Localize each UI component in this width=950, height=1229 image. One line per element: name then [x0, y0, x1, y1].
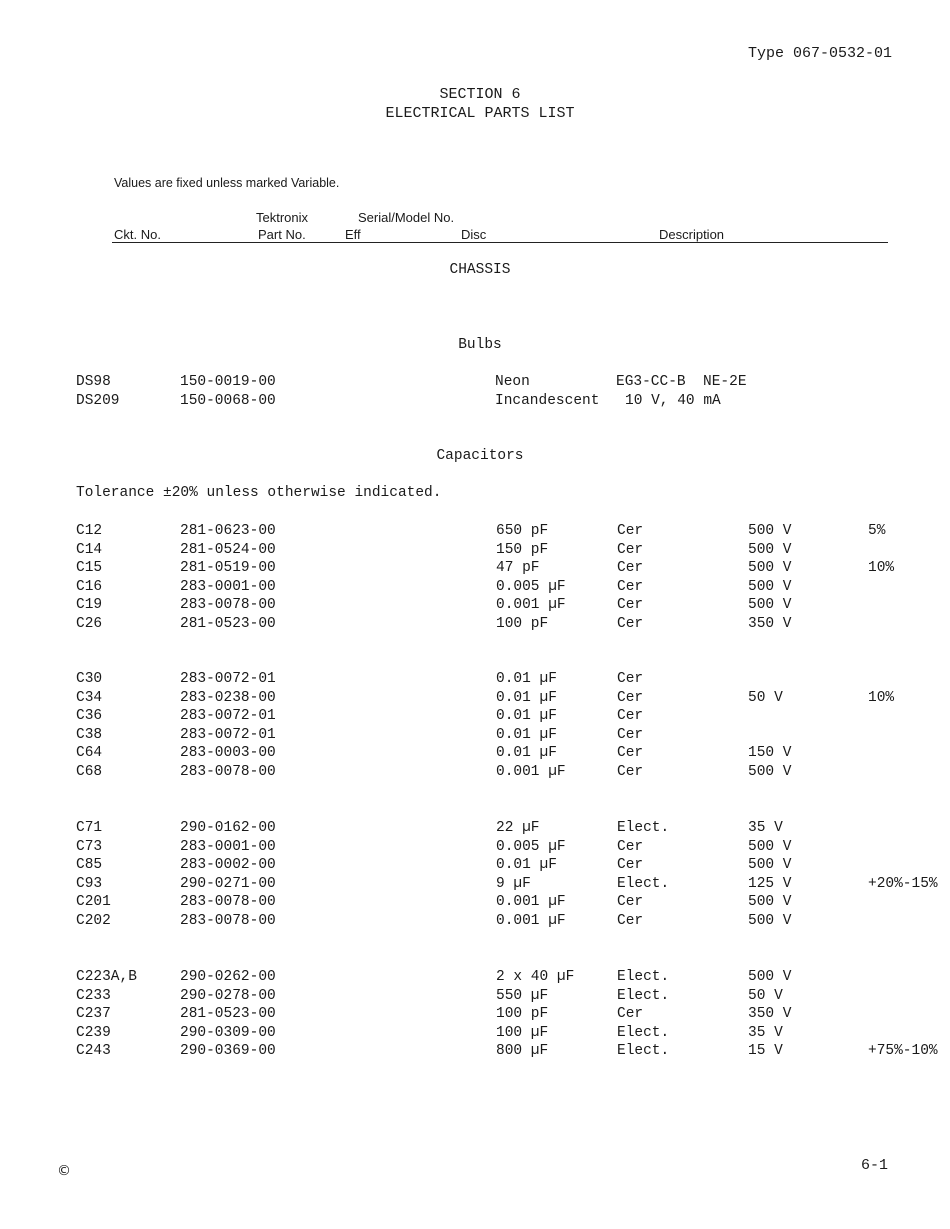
ckt-number: C68: [76, 764, 103, 780]
dielectric-type: Cer: [617, 894, 644, 911]
part-number: 283-0002-00: [180, 857, 276, 874]
dielectric-type: Cer: [617, 541, 644, 558]
capacitance-value: 0.01 µF: [496, 857, 557, 874]
table-row: [0, 1026, 950, 1044]
dielectric-type: Cer: [617, 616, 644, 632]
table-row: [0, 709, 950, 727]
part-number: 281-0519-00: [180, 560, 276, 577]
dielectric-type: Cer: [617, 1006, 644, 1023]
dielectric-type: Cer: [617, 578, 644, 595]
ckt-number: C85: [76, 857, 103, 874]
part-number: 290-0262-00: [180, 969, 276, 985]
capacitance-value: 47 pF: [496, 560, 540, 577]
dielectric-type: Elect.: [617, 1024, 670, 1041]
values-note: Values are fixed unless marked Variable.: [114, 176, 340, 190]
table-row: [0, 1044, 950, 1062]
page-number: 6-1: [861, 1157, 889, 1174]
voltage-rating: 350 V: [748, 1006, 792, 1023]
dielectric-type: Cer: [617, 671, 644, 687]
capacitance-value: 0.01 µF: [496, 689, 557, 706]
header-part-no: Part No.: [258, 227, 306, 242]
part-number: 150-0019-00: [180, 374, 276, 390]
ckt-number: C243: [76, 1043, 111, 1060]
voltage-rating: 500 V: [748, 838, 792, 855]
dielectric-type: Elect.: [617, 875, 670, 892]
capacitance-value: 0.01 µF: [496, 745, 557, 762]
ckt-number: C239: [76, 1024, 111, 1041]
dielectric-type: Elect.: [617, 820, 670, 836]
dielectric-type: Cer: [617, 726, 644, 743]
document-type-number: Type 067-0532-01: [747, 45, 892, 62]
voltage-rating: 500 V: [748, 969, 792, 985]
section-number: SECTION 6: [439, 86, 521, 103]
capacitance-value: 0.001 µF: [496, 597, 566, 614]
voltage-rating: 150 V: [748, 745, 792, 762]
ckt-number: C233: [76, 987, 111, 1004]
header-disc: Disc: [461, 227, 487, 242]
capacitance-value: 150 pF: [496, 541, 549, 558]
voltage-rating: 15 V: [748, 1043, 783, 1060]
part-number: 281-0523-00: [180, 1006, 276, 1023]
table-row: [0, 728, 950, 746]
table-row: [0, 561, 950, 579]
capacitors-heading: Capacitors: [436, 448, 524, 464]
ckt-number: C19: [76, 597, 103, 614]
dielectric-type: Cer: [617, 523, 644, 539]
capacitance-value: 0.001 µF: [496, 913, 566, 929]
capacitance-value: 0.005 µF: [496, 578, 566, 595]
capacitance-value: 2 x 40 µF: [496, 969, 575, 985]
ckt-number: C202: [76, 913, 111, 929]
ckt-number: C223A,B: [76, 969, 137, 985]
voltage-rating: 500 V: [748, 523, 792, 539]
capacitance-value: 800 µF: [496, 1043, 549, 1060]
ckt-number: C26: [76, 616, 103, 632]
ckt-number: C16: [76, 578, 103, 595]
header-ckt-no: Ckt. No.: [114, 227, 161, 242]
table-row: [0, 580, 950, 598]
header-eff: Eff: [345, 227, 361, 242]
part-number: 283-0078-00: [180, 913, 276, 929]
part-number: 150-0068-00: [180, 393, 276, 409]
ckt-number: C12: [76, 523, 103, 539]
table-row: [0, 1007, 950, 1025]
voltage-rating: 500 V: [748, 857, 792, 874]
dielectric-type: Cer: [617, 597, 644, 614]
part-number: 283-0001-00: [180, 838, 276, 855]
part-number: 290-0369-00: [180, 1043, 276, 1060]
voltage-rating: 50 V: [748, 689, 783, 706]
voltage-rating: 35 V: [748, 1024, 783, 1041]
table-row: [0, 989, 950, 1007]
part-number: 283-0238-00: [180, 689, 276, 706]
voltage-rating: 500 V: [748, 578, 792, 595]
part-number: 283-0001-00: [180, 578, 276, 595]
capacitance-value: 100 pF: [496, 1006, 549, 1023]
table-row: [0, 746, 950, 764]
ckt-number: DS209: [76, 393, 120, 409]
capacitance-value: 0.01 µF: [496, 708, 557, 725]
table-row: [0, 672, 950, 690]
capacitance-value: 550 µF: [496, 987, 549, 1004]
dielectric-type: Cer: [617, 560, 644, 577]
ckt-number: C38: [76, 726, 103, 743]
table-row: [0, 598, 950, 616]
table-row: [0, 914, 950, 932]
table-row: [0, 821, 950, 839]
chassis-heading: CHASSIS: [449, 262, 511, 278]
table-row: [0, 617, 950, 635]
part-number: 283-0072-01: [180, 726, 276, 743]
ckt-number: C73: [76, 838, 103, 855]
dielectric-type: Cer: [617, 689, 644, 706]
part-number: 281-0623-00: [180, 523, 276, 539]
capacitance-value: 0.001 µF: [496, 764, 566, 780]
tolerance-value: 10%: [868, 560, 895, 577]
table-row: [0, 840, 950, 858]
table-row: [0, 394, 950, 412]
header-tektronix: Tektronix: [256, 210, 309, 225]
table-row: [0, 877, 950, 895]
capacitance-value: 0.01 µF: [496, 726, 557, 743]
ckt-number: C64: [76, 745, 103, 762]
ckt-number: C237: [76, 1006, 111, 1023]
capacitance-value: 100 µF: [496, 1024, 549, 1041]
description: Incandescent: [495, 393, 600, 409]
specification: EG3-CC-B NE-2E: [616, 374, 747, 390]
ckt-number: C15: [76, 560, 103, 577]
dielectric-type: Cer: [617, 764, 644, 780]
table-row: [0, 858, 950, 876]
ckt-number: C201: [76, 894, 111, 911]
dielectric-type: Cer: [617, 838, 644, 855]
voltage-rating: 125 V: [748, 875, 792, 892]
capacitance-value: 0.005 µF: [496, 838, 566, 855]
voltage-rating: 50 V: [748, 987, 783, 1004]
voltage-rating: 500 V: [748, 894, 792, 911]
dielectric-type: Cer: [617, 708, 644, 725]
tolerance-value: 5%: [868, 523, 886, 539]
part-number: 281-0523-00: [180, 616, 276, 632]
voltage-rating: 500 V: [748, 541, 792, 558]
part-number: 283-0003-00: [180, 745, 276, 762]
voltage-rating: 35 V: [748, 820, 783, 836]
voltage-rating: 500 V: [748, 560, 792, 577]
capacitance-value: 22 µF: [496, 820, 540, 836]
page-title: ELECTRICAL PARTS LIST: [385, 105, 575, 122]
tolerance-value: 10%: [868, 689, 895, 706]
voltage-rating: 350 V: [748, 616, 792, 632]
table-row: [0, 970, 950, 988]
dielectric-type: Cer: [617, 745, 644, 762]
description: Neon: [495, 374, 530, 390]
ckt-number: C36: [76, 708, 103, 725]
part-number: 290-0162-00: [180, 820, 276, 836]
voltage-rating: 500 V: [748, 597, 792, 614]
ckt-number: C93: [76, 875, 103, 892]
part-number: 283-0072-01: [180, 671, 276, 687]
ckt-number: DS98: [76, 374, 111, 390]
ckt-number: C71: [76, 820, 103, 836]
ckt-number: C34: [76, 689, 103, 706]
bulbs-heading: Bulbs: [458, 337, 502, 353]
table-row: [0, 524, 950, 542]
table-row: [0, 375, 950, 393]
copyright-symbol: ©: [57, 1163, 71, 1179]
part-number: 290-0271-00: [180, 875, 276, 892]
voltage-rating: 500 V: [748, 764, 792, 780]
tolerance-value: +75%-10%: [868, 1043, 938, 1060]
header-serial-model: Serial/Model No.: [358, 210, 455, 225]
part-number: 290-0309-00: [180, 1024, 276, 1041]
capacitance-value: 0.01 µF: [496, 671, 557, 687]
ckt-number: C30: [76, 671, 103, 687]
dielectric-type: Elect.: [617, 1043, 670, 1060]
dielectric-type: Cer: [617, 913, 644, 929]
specification: 10 V, 40 mA: [625, 393, 721, 409]
capacitance-value: 100 pF: [496, 616, 549, 632]
capacitance-value: 0.001 µF: [496, 894, 566, 911]
capacitance-value: 650 pF: [496, 523, 549, 539]
ckt-number: C14: [76, 541, 103, 558]
part-number: 283-0078-00: [180, 597, 276, 614]
voltage-rating: 500 V: [748, 913, 792, 929]
capacitance-value: 9 µF: [496, 875, 531, 892]
dielectric-type: Elect.: [617, 987, 670, 1004]
part-number: 283-0072-01: [180, 708, 276, 725]
table-row: [0, 691, 950, 709]
dielectric-type: Elect.: [617, 969, 670, 985]
table-row: [0, 765, 950, 783]
part-number: 281-0524-00: [180, 541, 276, 558]
tolerance-value: +20%-15%: [868, 875, 938, 892]
table-row: [0, 543, 950, 561]
header-divider: [112, 242, 888, 243]
part-number: 290-0278-00: [180, 987, 276, 1004]
part-number: 283-0078-00: [180, 764, 276, 780]
header-description: Description: [659, 227, 725, 242]
part-number: 283-0078-00: [180, 894, 276, 911]
dielectric-type: Cer: [617, 857, 644, 874]
tolerance-note: Tolerance ±20% unless otherwise indicated.: [76, 485, 442, 501]
table-row: [0, 895, 950, 913]
